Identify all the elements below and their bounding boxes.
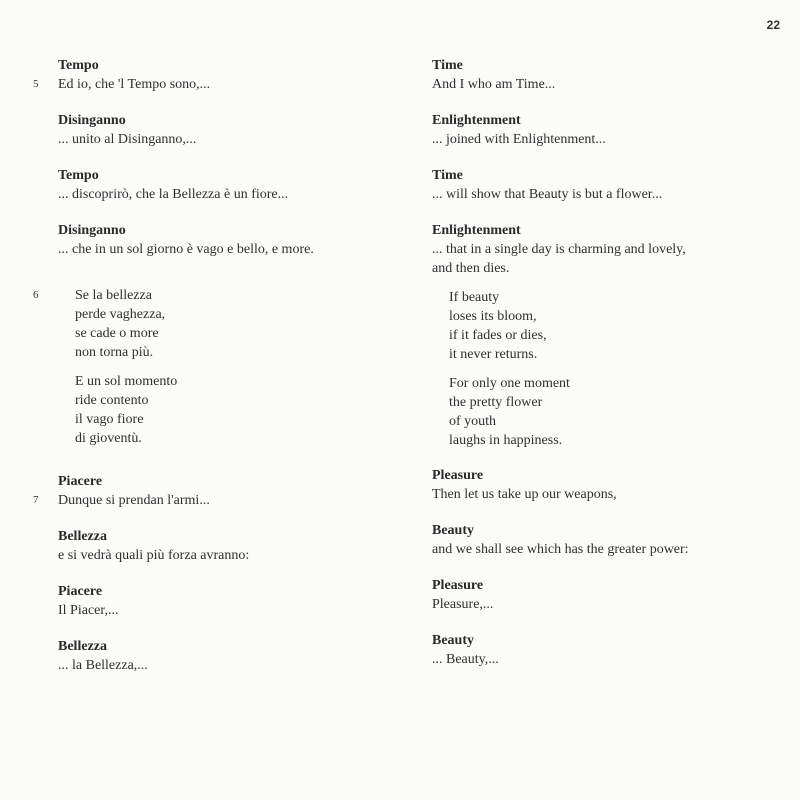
speaker-name: Beauty xyxy=(432,523,474,538)
verse-line: E un sol momento xyxy=(75,374,178,389)
verse-line: If beauty xyxy=(449,290,500,305)
italian-aria xyxy=(33,286,388,448)
text-line: Then let us take up our weapons, xyxy=(432,487,617,502)
verse-line: il vago fiore xyxy=(75,412,144,427)
speaker-name: Bellezza xyxy=(58,639,107,654)
verse-line: of youth xyxy=(449,414,497,429)
speaker-name: Bellezza xyxy=(58,529,107,544)
verse-line: if it fades or dies, xyxy=(449,328,547,343)
italian-stanza-1 xyxy=(75,286,388,362)
speaker-name: Pleasure xyxy=(432,578,484,593)
italian-column xyxy=(33,56,388,692)
verse-line: For only one moment xyxy=(449,376,570,391)
speaker-name: Disinganno xyxy=(58,113,126,128)
text-line: e si vedrà quali più forza avranno: xyxy=(58,548,250,563)
text-line: ... that in a single day is charming and lovely, xyxy=(432,242,686,257)
speaker-name: Enlightenment xyxy=(432,113,521,128)
verse-number: 5 xyxy=(33,78,39,90)
speaker-name: Beauty xyxy=(432,633,474,648)
speaker-name: Tempo xyxy=(58,58,99,73)
italian-block-5 xyxy=(33,472,388,510)
text-line: ... Beauty,... xyxy=(432,652,499,667)
italian-block-1 xyxy=(33,56,388,94)
page-number: 22 xyxy=(766,18,780,32)
english-stanza-2 xyxy=(449,374,762,450)
english-block-5 xyxy=(432,466,762,504)
text-line: ... la Bellezza,... xyxy=(58,658,148,673)
speaker-name: Disinganno xyxy=(58,223,126,238)
text-line: Dunque si prendan l'armi... xyxy=(58,493,210,508)
speaker-name: Pleasure xyxy=(432,468,484,483)
verse-line: se cade o more xyxy=(75,326,159,341)
text-line: and we shall see which has the greater power: xyxy=(432,542,689,557)
verse-line: the pretty flower xyxy=(449,395,543,410)
italian-block-3 xyxy=(58,166,388,204)
text-line: Ed io, che 'l Tempo sono,... xyxy=(58,77,211,92)
english-block-3 xyxy=(432,166,762,204)
text-line: Pleasure,... xyxy=(432,597,494,612)
verse-line: Se la bellezza xyxy=(75,288,152,303)
verse-line: non torna più. xyxy=(75,345,154,360)
italian-block-4 xyxy=(58,221,388,259)
verse-line: ride contento xyxy=(75,393,149,408)
text-line: ... discoprirò, che la Bellezza è un fiore... xyxy=(58,187,289,202)
english-block-1 xyxy=(432,56,762,94)
italian-stanza-2 xyxy=(75,372,388,448)
italian-block-6 xyxy=(58,527,388,565)
speaker-name: Piacere xyxy=(58,584,103,599)
text-line: And I who am Time... xyxy=(432,77,556,92)
italian-block-8 xyxy=(58,637,388,675)
verse-line: loses its bloom, xyxy=(449,309,537,324)
verse-line: laughs in happiness. xyxy=(449,433,563,448)
english-block-8 xyxy=(432,631,762,669)
english-block-2 xyxy=(432,111,762,149)
speaker-name: Time xyxy=(432,168,463,183)
speaker-name: Time xyxy=(432,58,463,73)
italian-block-7 xyxy=(58,582,388,620)
speaker-name: Enlightenment xyxy=(432,223,521,238)
text-line: ... unito al Disinganno,... xyxy=(58,132,197,147)
english-column xyxy=(432,56,762,686)
text-line: ... che in un sol giorno è vago e bello, e more. xyxy=(58,242,314,257)
verse-number: 7 xyxy=(33,494,39,506)
speaker-name: Piacere xyxy=(58,474,103,489)
text-line: Il Piacer,... xyxy=(58,603,119,618)
english-aria xyxy=(449,288,762,450)
english-stanza-1 xyxy=(449,288,762,364)
verse-line: perde vaghezza, xyxy=(75,307,166,322)
text-line: ... joined with Enlightenment... xyxy=(432,132,606,147)
italian-block-2 xyxy=(58,111,388,149)
verse-line: di gioventù. xyxy=(75,431,142,446)
verse-number: 6 xyxy=(33,289,39,301)
text-line: and then dies. xyxy=(432,261,510,276)
speaker-name: Tempo xyxy=(58,168,99,183)
english-block-6 xyxy=(432,521,762,559)
english-block-4 xyxy=(432,221,762,278)
verse-line: it never returns. xyxy=(449,347,538,362)
text-line: ... will show that Beauty is but a flower... xyxy=(432,187,663,202)
english-block-7 xyxy=(432,576,762,614)
